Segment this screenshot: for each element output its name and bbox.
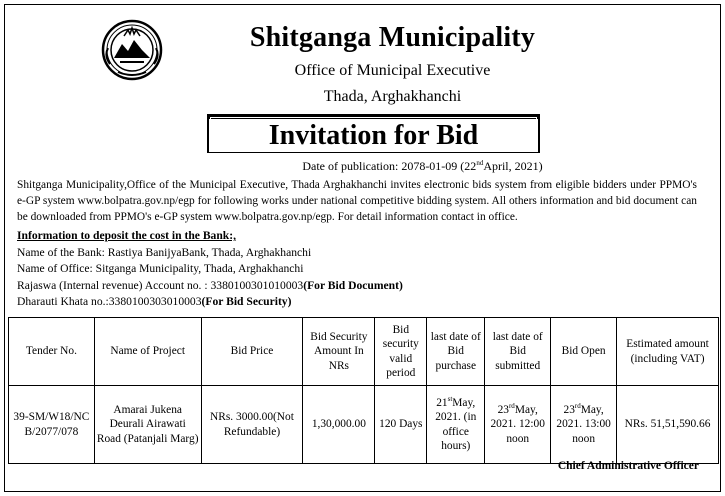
cell-bid-price: NRs. 3000.00(Not Refundable) (201, 386, 303, 464)
header-bid-security: Bid Security Amount In NRs (303, 318, 375, 386)
cell-project: Amarai Jukena Deurali Airawati Road (Patanjali Marg) (94, 386, 201, 464)
invitation-banner (207, 114, 540, 153)
purchase-day-sup: st (447, 394, 453, 403)
publication-date-sup: nd (476, 159, 484, 167)
signatory: Chief Administrative Officer (557, 460, 699, 472)
table-header-row (9, 318, 719, 386)
table-row (9, 386, 719, 464)
header-security-validity: Bid security valid period (375, 318, 427, 386)
rajaswa-account-text: Rajaswa (Internal revenue) Account no. : 3380100301010003 (17, 278, 304, 292)
open-day: 23 (563, 403, 575, 416)
cell-bid-security: 1,30,000.00 (303, 386, 375, 464)
purchase-rest: May, 2021. (in office hours) (435, 396, 477, 452)
header-tender-no: Tender No. (9, 318, 95, 386)
open-rest: May, 2021. 13:00 noon (556, 403, 611, 445)
cell-last-purchase (427, 386, 485, 464)
municipality-title: Shitganga Municipality (249, 22, 536, 53)
rajaswa-account (17, 278, 403, 295)
submit-rest: May, 2021. 12:00 noon (490, 403, 545, 445)
header-project: Name of Project (94, 318, 201, 386)
bid-table (8, 317, 719, 464)
header-bid-price: Bid Price (201, 318, 303, 386)
purchase-day: 21 (436, 396, 448, 409)
cell-tender-no: 39-SM/W18/NCB/2077/078 (9, 386, 95, 464)
cell-last-submit (485, 386, 551, 464)
publication-date-prefix: Date of publication: 2078-01-09 (22 (302, 159, 477, 173)
dharauti-account (17, 294, 403, 311)
publication-date-suffix: April, 2021) (483, 159, 543, 173)
office-account-name: Name of Office: Sitganga Municipality, Thada, Arghakhanchi (17, 262, 304, 275)
office-location: Thada, Arghakhanchi (323, 88, 462, 105)
bank-name: Name of the Bank: Rastiya BanijyaBank, Thada, Arghakhanchi (17, 245, 312, 259)
banner-title: Invitation for Bid (268, 119, 479, 151)
cell-security-validity: 120 Days (375, 386, 427, 464)
header-last-submit: last date of Bid submitted (485, 318, 551, 386)
dharauti-account-text: Dharauti Khata no.:3380100303010003 (17, 295, 202, 308)
office-name: Office of Municipal Executive (294, 62, 491, 79)
cell-bid-open (551, 386, 617, 464)
bank-info-heading: Information to deposit the cost in the Bank:, (17, 229, 237, 242)
rajaswa-account-purpose: (For Bid Document) (303, 278, 403, 292)
invitation-paragraph: Shitganga Municipality,Office of the Municipal Executive, Thada Arghakhanchi invites electronic bids system from eligible bidders under PPMO's e-GP system www.bolpatra.gov.np/egp for following works under national competitive bidding system. All others information and bid document can be downloaded from PPMO's e-GP system www.bolpatra.gov.np/egp. For detail information contact in office. (17, 179, 697, 223)
submit-day-sup: rd (508, 401, 515, 410)
publication-date (0, 159, 725, 174)
open-day-sup: rd (574, 401, 581, 410)
header-estimated-amount: Estimated amount (including VAT) (617, 318, 719, 386)
header-bid-open: Bid Open (551, 318, 617, 386)
submit-day: 23 (497, 403, 509, 416)
cell-estimated-amount: NRs. 51,51,590.66 (617, 386, 719, 464)
dharauti-account-purpose: (For Bid Security) (201, 295, 292, 308)
header-last-purchase: last date of Bid purchase (427, 318, 485, 386)
bank-info (17, 228, 403, 311)
